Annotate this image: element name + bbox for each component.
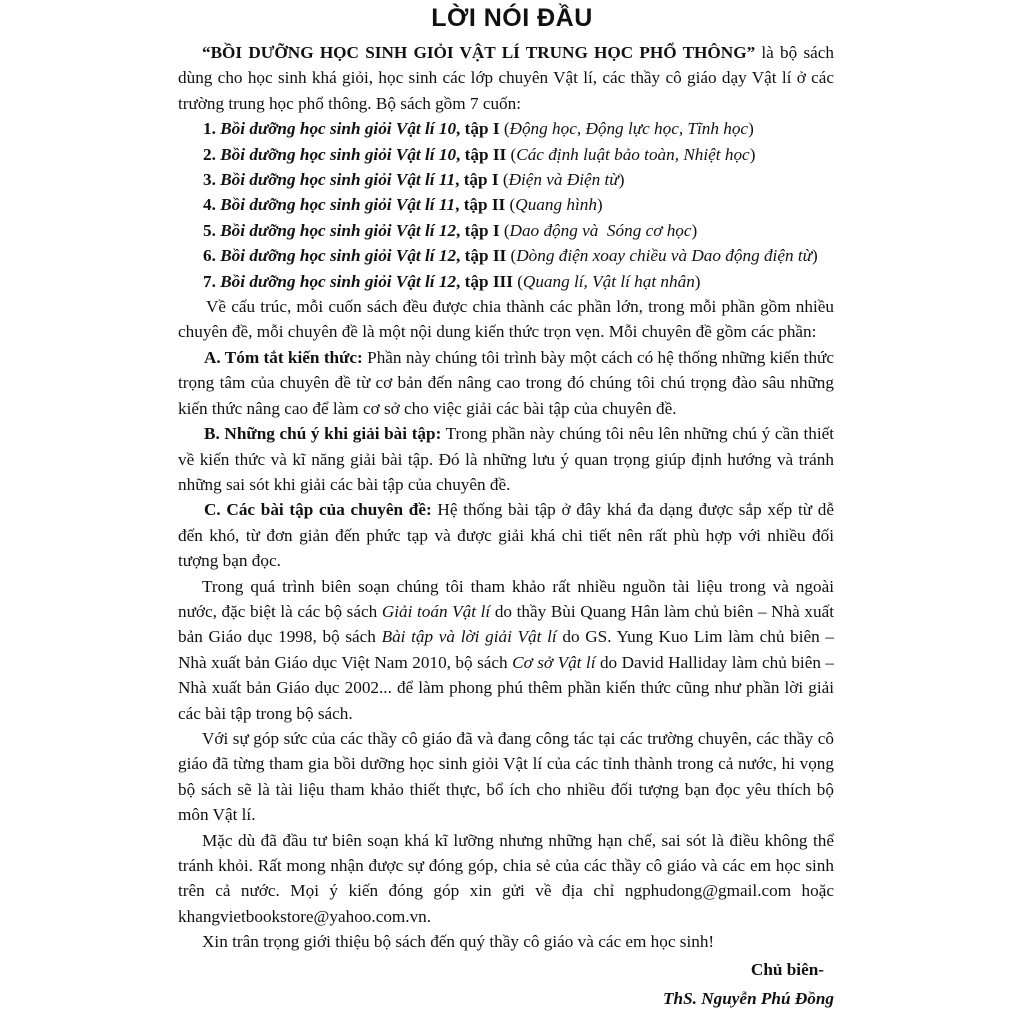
book-number: 6. xyxy=(203,246,221,266)
structure-paragraph: Về cấu trúc, mỗi cuốn sách đều được chia thành các phần lớn, trong mỗi phần gồm nhiều chuyên đề, mỗi chuyên đề là một nội dung kiến thức trọn vẹn. Mỗi chuyên đề gồm các phần: xyxy=(178,297,834,342)
paren-close: ) xyxy=(812,246,818,266)
paren-open: ( xyxy=(505,195,516,215)
paren-close: ) xyxy=(691,220,698,240)
book-name: Bồi dưỡng học sinh giỏi Vật lí 12 xyxy=(220,271,457,291)
book-topics: Quang lí, Vật lí hạt nhân xyxy=(522,271,695,291)
book-topics: Dòng điện xoay chiều và Dao động điện từ xyxy=(516,246,812,266)
book-volume: , tập I xyxy=(455,170,499,190)
paren-close: ) xyxy=(694,271,701,291)
book-volume: , tập II xyxy=(456,144,507,164)
intro-text: là bộ sách dùng cho học sinh khá giỏi, học sinh các lớp chuyên Vật lí, các thầy cô giáo dạy Vật lí ở các trường trung học phổ thông. Bộ sách gồm 7 cuốn: xyxy=(178,43,834,113)
paren-close: ) xyxy=(748,119,754,139)
book-name: Bồi dưỡng học sinh giỏi Vật lí 11 xyxy=(220,170,456,190)
book-number: 3. xyxy=(203,170,221,190)
book-name: Bồi dưỡng học sinh giỏi Vật lí 12 xyxy=(220,220,457,240)
references-text: do GS. Yung Kuo Lim làm chủ biên – Nhà xuất bản Giáo dục Việt Nam 2010, bộ sách xyxy=(178,627,835,672)
references-text: do David Halliday làm chủ biên – Nhà xuất bản Giáo dục 2002... để làm phong phú thêm phần kiến thức cũng như phần lời giải các bài tập trong bộ sách. xyxy=(178,652,834,723)
paren-open: ( xyxy=(506,246,517,266)
list-item xyxy=(178,142,834,167)
book-number: 7. xyxy=(203,271,221,291)
references-paragraph xyxy=(178,574,834,726)
contributors-paragraph: Với sự góp sức của các thầy cô giáo đã và đang công tác tại các trường chuyên, các thầy cô giáo đã từng tham gia bồi dưỡng học sinh giỏi Vật lí của các tỉnh thành trong cả nước, hi vọng bộ sách sẽ là tài liệu tham khảo thiết thực, bổ ích cho nhiều đối tượng bạn đọc yêu thích bộ môn Vật lí. xyxy=(178,728,834,825)
section-a-paragraph xyxy=(178,345,834,421)
feedback-text: hoặc xyxy=(791,881,834,901)
book-topics: Các định luật bảo toàn, Nhiệt học xyxy=(516,144,750,164)
preface-body xyxy=(178,40,834,1013)
email-address: ngphudong@gmail.com xyxy=(624,881,792,901)
list-item xyxy=(178,167,834,192)
signature-block xyxy=(178,955,834,1013)
list-item xyxy=(178,269,834,294)
book-topics: Dao động và Sóng cơ học xyxy=(509,220,692,240)
feedback-paragraph xyxy=(178,828,834,930)
section-b-text: Trong phần này chúng tôi nêu lên những chú ý cần thiết về kiến thức và kĩ năng giải bài tập. Đó là những lưu ý quan trọng giúp định hướng và tránh những sai sót khi giải các bài tập của chuyên đề. xyxy=(178,424,834,494)
paren-open: ( xyxy=(512,271,523,291)
signature-name: ThS. Nguyễn Phú Đồng xyxy=(663,988,834,1008)
book-number: 5. xyxy=(203,220,221,240)
section-c-label: C. Các bài tập của chuyên đề: xyxy=(204,500,432,520)
section-b-label: B. Những chú ý khi giải bài tập: xyxy=(204,424,442,444)
book-name: Bồi dưỡng học sinh giỏi Vật lí 10 xyxy=(220,119,457,139)
book-volume: , tập I xyxy=(456,220,500,240)
book-topics: Điện và Điện từ xyxy=(508,170,619,190)
book-number: 1. xyxy=(203,119,221,139)
list-item xyxy=(178,218,834,243)
feedback-text: Mặc dù đã đầu tư biên soạn khá kĩ lưỡng nhưng những hạn chế, sai sót là điều không thể tránh khỏi. Rất mong nhận được sự đóng góp, chia sẻ của các thầy cô giáo và các em học sinh trên cả nước. Mọi ý kiến đóng góp xin gửi về địa chỉ xyxy=(178,830,834,901)
book-volume: , tập II xyxy=(455,195,506,215)
section-a-text: Phần này chúng tôi trình bày một cách có hệ thống những kiến thức trọng tâm của chuyên đề từ cơ bản đến nâng cao trong đó chúng tôi chú trọng đào sâu những kiến thức nâng cao để làm cơ sở cho việc giải các bài tập của chuyên đề. xyxy=(178,347,834,418)
references-text: do thầy Bùi Quang Hân làm chủ biên – Nhà xuất bản Giáo dục 1998, bộ sách xyxy=(178,601,834,647)
intro-paragraph xyxy=(178,40,834,116)
section-c-text: Hệ thống bài tập ở đây khá đa dạng được sắp xếp từ dễ đến khó, từ đơn giản đến phức tạp và được giải khá chi tiết nên rất phù hợp với nhiều đối tượng bạn đọc. xyxy=(178,500,834,571)
series-title: “BỒI DƯỠNG HỌC SINH GIỎI VẬT LÍ TRUNG HỌC PHỔ THÔNG” xyxy=(202,43,756,62)
list-item xyxy=(178,192,834,217)
book-topics: Quang hình xyxy=(515,195,597,215)
book-topics: Động học, Động lực học, Tĩnh học xyxy=(509,119,749,139)
paren-close: ) xyxy=(618,170,625,190)
signature-role: Chủ biên- xyxy=(750,959,824,979)
paren-open: ( xyxy=(499,220,510,240)
page-title: LỜI NÓI ĐẦU xyxy=(431,4,593,32)
list-item xyxy=(178,116,834,141)
reference-book-title: Giải toán Vật lí xyxy=(381,601,491,621)
book-number: 2. xyxy=(203,144,221,164)
paren-open: ( xyxy=(506,144,517,164)
paren-close: ) xyxy=(596,195,603,215)
book-number: 4. xyxy=(203,195,221,215)
book-list xyxy=(178,116,834,294)
book-name: Bồi dưỡng học sinh giỏi Vật lí 11 xyxy=(220,195,456,215)
section-c-paragraph xyxy=(178,497,834,573)
reference-book-title: Cơ sở Vật lí xyxy=(512,652,596,672)
section-a-label: A. Tóm tắt kiến thức: xyxy=(204,347,363,367)
closing-paragraph: Xin trân trọng giới thiệu bộ sách đến quý thầy cô giáo và các em học sinh! xyxy=(202,932,715,952)
email-address: khangvietbookstore@yahoo.com.vn xyxy=(178,906,427,926)
paren-open: ( xyxy=(499,119,510,139)
feedback-text: . xyxy=(426,906,432,926)
references-text: Trong quá trình biên soạn chúng tôi tham khảo rất nhiều nguồn tài liệu trong và ngoài nước, đặc biệt là các bộ sách xyxy=(178,576,834,621)
book-volume: , tập I xyxy=(456,119,500,139)
paren-close: ) xyxy=(749,144,756,164)
reference-book-title: Bài tập và lời giải Vật lí xyxy=(381,627,557,647)
book-name: Bồi dưỡng học sinh giỏi Vật lí 12 xyxy=(220,246,457,266)
list-item xyxy=(178,243,834,268)
paren-open: ( xyxy=(498,170,509,190)
section-b-paragraph xyxy=(178,421,834,497)
book-volume: , tập II xyxy=(456,246,507,266)
book-volume: , tập III xyxy=(456,271,513,291)
book-name: Bồi dưỡng học sinh giỏi Vật lí 10 xyxy=(220,144,457,164)
